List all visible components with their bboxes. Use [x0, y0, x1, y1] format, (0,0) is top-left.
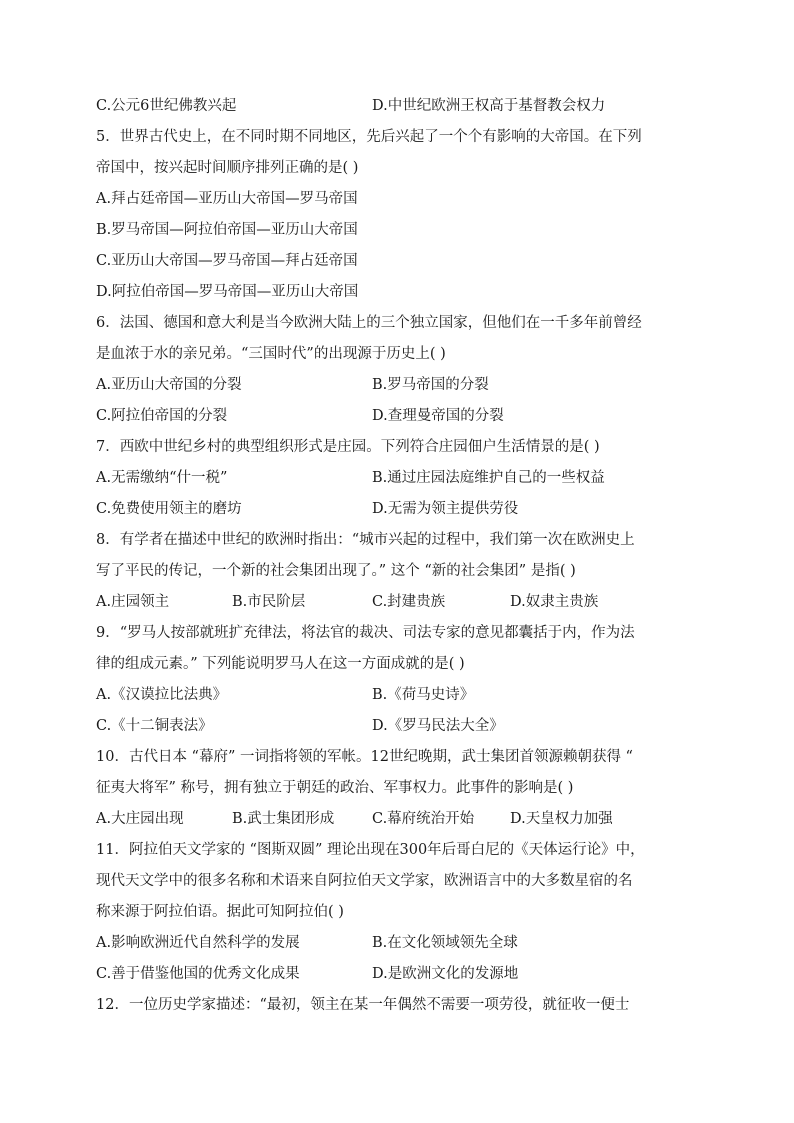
q6-option-b: B.罗马帝国的分裂 [372, 377, 489, 393]
q11-options-ab [96, 933, 518, 953]
q6-option-c: C.阿拉伯帝国的分裂 [96, 408, 228, 424]
q7-options-ab [96, 468, 605, 488]
q9-option-c: C.《十二铜表法》 [96, 718, 213, 734]
q7-option-c: C.免费使用领主的磨坊 [96, 501, 242, 517]
q8-option-c: C.封建贵族 [372, 594, 446, 610]
q11-options-cd [96, 964, 519, 984]
q7-stem-line-1: 7．西欧中世纪乡村的典型组织形式是庄园。下列符合庄园佃户生活情景的是( ) [96, 439, 600, 455]
q7-options-cd [96, 499, 519, 519]
q4-options-cd [96, 96, 606, 116]
q5-option-c: C.亚历山大帝国—罗马帝国—拜占廷帝国 [96, 253, 358, 269]
q9-option-d: D.《罗马民法大全》 [372, 718, 504, 734]
q11-option-c: C.善于借鉴他国的优秀文化成果 [96, 966, 300, 982]
q9-options-cd [96, 716, 504, 736]
q11-stem-line-2: 现代天文学中的很多名称和术语来自阿拉伯天文学家，欧洲语言中的大多数星宿的名 [96, 873, 633, 889]
q11-option-d: D.是欧洲文化的发源地 [372, 966, 519, 982]
q8-stem-line-1: 8．有学者在描述中世纪的欧洲时指出：“城市兴起的过程中，我们第一次在欧洲史上 [96, 532, 635, 548]
q12-stem-line-1: 12．一位历史学家描述：“最初，领主在某一年偶然不需要一项劳役，就征收一便士 [96, 997, 630, 1013]
q10-stem-line-2: 征夷大将军” 称号，拥有独立于朝廷的政治、军事权力。此事件的影响是( ) [96, 780, 574, 796]
q11-option-b: B.在文化领域领先全球 [372, 935, 518, 951]
q8-option-b: B.市民阶层 [232, 594, 306, 610]
q6-option-d: D.查理曼帝国的分裂 [372, 408, 504, 424]
q10-option-a: A.大庄园出现 [96, 811, 184, 827]
q6-stem-line-2: 是血浓于水的亲兄弟。“三国时代”的出现源于历史上( ) [96, 346, 446, 362]
q8-option-a: A.庄园领主 [96, 594, 170, 610]
q11-stem-line-3: 称来源于阿拉伯语。据此可知阿拉伯( ) [96, 904, 344, 920]
q6-option-a: A.亚历山大帝国的分裂 [96, 377, 242, 393]
q9-stem-line-1: 9．“罗马人按部就班扩充律法，将法官的裁决、司法专家的意见都囊括于内，作为法 [96, 625, 635, 641]
q4-option-d: D.中世纪欧洲王权高于基督教会权力 [372, 98, 606, 114]
q5-option-a: A.拜占廷帝国—亚历山大帝国—罗马帝国 [96, 191, 358, 207]
q9-option-b: B.《荷马史诗》 [372, 687, 475, 703]
q7-option-a: A.无需缴纳“什一税” [96, 470, 228, 486]
q11-option-a: A.影响欧洲近代自然科学的发展 [96, 935, 300, 951]
q11-stem-line-1: 11．阿拉伯天文学家的 “图斯双圆” 理论出现在300年后哥白尼的《天体运行论》中， [96, 842, 645, 858]
q9-option-a: A.《汉谟拉比法典》 [96, 687, 228, 703]
q5-option-d: D.阿拉伯帝国—罗马帝国—亚历山大帝国 [96, 284, 359, 300]
q6-stem-line-1: 6．法国、德国和意大利是当今欧洲大陆上的三个独立国家，但他们在一千多年前曾经 [96, 315, 642, 331]
q10-stem-line-1: 10．古代日本 “幕府” 一词指将领的军帐。12世纪晚期，武士集团首领源赖朝获得 “ [96, 749, 633, 765]
q10-option-d: D.天皇权力加强 [510, 811, 613, 827]
q5-option-b: B.罗马帝国—阿拉伯帝国—亚历山大帝国 [96, 222, 358, 238]
q6-options-ab [96, 375, 489, 395]
q7-option-b: B.通过庄园法庭维护自己的一些权益 [372, 470, 605, 486]
q6-options-cd [96, 406, 504, 426]
q5-stem-line-1: 5．世界古代史上，在不同时期不同地区，先后兴起了一个个有影响的大帝国。在下列 [96, 129, 642, 145]
q10-option-c: C.幕府统治开始 [372, 811, 475, 827]
q8-option-d: D.奴隶主贵族 [510, 594, 599, 610]
q5-stem-line-2: 帝国中，按兴起时间顺序排列正确的是( ) [96, 160, 359, 176]
q9-options-ab [96, 685, 475, 705]
q4-option-c: C.公元6世纪佛教兴起 [96, 98, 237, 114]
q8-stem-line-2: 写了平民的传记，一个新的社会集团出现了。” 这个 “新的社会集团” 是指( ) [96, 563, 576, 579]
q7-option-d: D.无需为领主提供劳役 [372, 501, 519, 517]
q10-option-b: B.武士集团形成 [232, 811, 335, 827]
q9-stem-line-2: 律的组成元素。” 下列能说明罗马人在这一方面成就的是( ) [96, 656, 465, 672]
